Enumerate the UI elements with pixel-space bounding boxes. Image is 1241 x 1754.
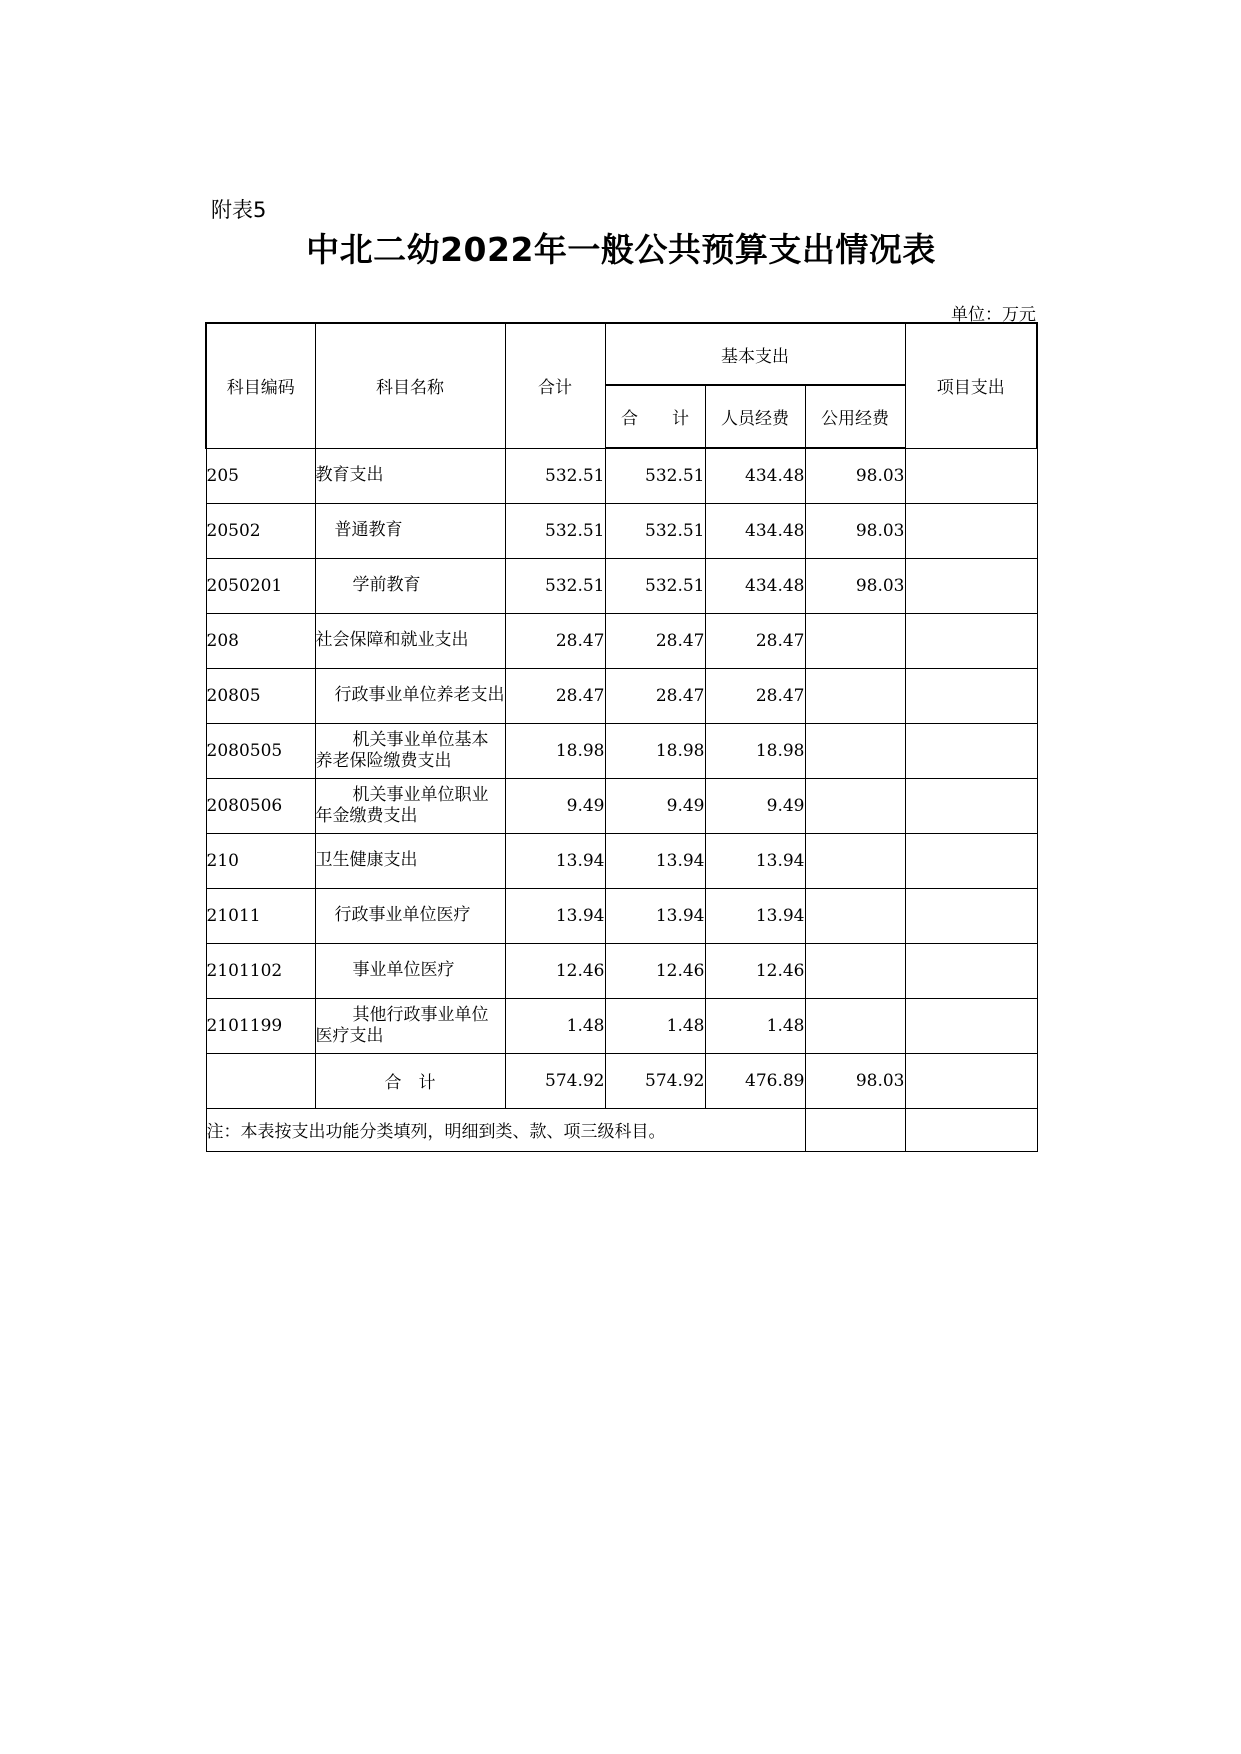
personnel-expense-cell: 1.48 — [705, 998, 805, 1053]
public-expense-cell: 98.03 — [805, 448, 905, 503]
public-expense-cell — [805, 778, 905, 833]
basic-total-cell: 532.51 — [605, 448, 705, 503]
header-personnel-expense: 人员经费 — [705, 385, 805, 448]
basic-total-cell: 532.51 — [605, 503, 705, 558]
total-cell: 18.98 — [505, 723, 605, 778]
project-expenditure-cell — [905, 448, 1037, 503]
note-row — [206, 1108, 1037, 1151]
subject-code-cell: 20502 — [206, 503, 315, 558]
basic-total-cell: 532.51 — [605, 558, 705, 613]
project-expenditure-cell — [905, 888, 1037, 943]
public-expense-cell — [805, 613, 905, 668]
table-row — [206, 613, 1037, 668]
table-row — [206, 448, 1037, 503]
table-row — [206, 668, 1037, 723]
table-row — [206, 778, 1037, 833]
personnel-expense-cell: 13.94 — [705, 833, 805, 888]
table-row — [206, 723, 1037, 778]
header-basic-total: 合 计 — [605, 385, 705, 448]
total-row-personnel: 476.89 — [705, 1053, 805, 1108]
total-cell: 9.49 — [505, 778, 605, 833]
table-body — [206, 448, 1037, 1151]
basic-total-cell: 13.94 — [605, 833, 705, 888]
budget-expenditure-table — [205, 322, 1038, 1152]
total-cell: 13.94 — [505, 833, 605, 888]
public-expense-cell: 98.03 — [805, 558, 905, 613]
table-row — [206, 998, 1037, 1053]
project-expenditure-cell — [905, 943, 1037, 998]
personnel-expense-cell: 434.48 — [705, 558, 805, 613]
subject-name-cell: 机关事业单位基本养老保险缴费支出 — [315, 723, 505, 778]
subject-name-cell: 行政事业单位医疗 — [315, 888, 505, 943]
subject-name-cell: 卫生健康支出 — [315, 833, 505, 888]
personnel-expense-cell: 9.49 — [705, 778, 805, 833]
public-expense-cell — [805, 833, 905, 888]
project-expenditure-cell — [905, 778, 1037, 833]
total-row-basic-total: 574.92 — [605, 1053, 705, 1108]
public-expense-cell — [805, 668, 905, 723]
table-header — [206, 323, 1037, 448]
total-row-project — [905, 1053, 1037, 1108]
subject-code-cell: 2101199 — [206, 998, 315, 1053]
subject-code-cell: 21011 — [206, 888, 315, 943]
header-total: 合计 — [505, 323, 605, 448]
table-row — [206, 503, 1037, 558]
public-expense-cell — [805, 888, 905, 943]
subject-name-cell: 普通教育 — [315, 503, 505, 558]
subject-code-cell: 20805 — [206, 668, 315, 723]
header-subject-name: 科目名称 — [315, 323, 505, 448]
total-cell: 28.47 — [505, 668, 605, 723]
table-row — [206, 888, 1037, 943]
project-expenditure-cell — [905, 998, 1037, 1053]
total-cell: 13.94 — [505, 888, 605, 943]
table-note: 注：本表按支出功能分类填列，明细到类、款、项三级科目。 — [206, 1108, 805, 1151]
header-project-expenditure: 项目支出 — [905, 323, 1037, 448]
header-basic-expenditure: 基本支出 — [605, 323, 905, 385]
public-expense-cell — [805, 998, 905, 1053]
subject-code-cell: 2080505 — [206, 723, 315, 778]
personnel-expense-cell: 434.48 — [705, 448, 805, 503]
total-cell: 1.48 — [505, 998, 605, 1053]
project-expenditure-cell — [905, 558, 1037, 613]
total-row-total: 574.92 — [505, 1053, 605, 1108]
total-row-label: 合 计 — [315, 1053, 505, 1108]
note-row-blank-cell — [905, 1108, 1037, 1151]
table-row — [206, 833, 1037, 888]
document-title: 中北二幼2022年一般公共预算支出情况表 — [306, 230, 936, 269]
subject-code-cell: 210 — [206, 833, 315, 888]
project-expenditure-cell — [905, 668, 1037, 723]
total-cell: 532.51 — [505, 558, 605, 613]
personnel-expense-cell: 12.46 — [705, 943, 805, 998]
project-expenditure-cell — [905, 503, 1037, 558]
basic-total-cell: 12.46 — [605, 943, 705, 998]
personnel-expense-cell: 28.47 — [705, 668, 805, 723]
public-expense-cell — [805, 723, 905, 778]
header-public-expense: 公用经费 — [805, 385, 905, 448]
subject-name-cell: 机关事业单位职业年金缴费支出 — [315, 778, 505, 833]
public-expense-cell — [805, 943, 905, 998]
subject-name-cell: 社会保障和就业支出 — [315, 613, 505, 668]
subject-name-cell: 学前教育 — [315, 558, 505, 613]
appendix-label: 附表5 — [211, 198, 267, 222]
table-row — [206, 943, 1037, 998]
public-expense-cell: 98.03 — [805, 503, 905, 558]
subject-code-cell: 208 — [206, 613, 315, 668]
subject-name-cell: 其他行政事业单位医疗支出 — [315, 998, 505, 1053]
basic-total-cell: 28.47 — [605, 668, 705, 723]
subject-code-cell: 2050201 — [206, 558, 315, 613]
total-cell: 28.47 — [505, 613, 605, 668]
subject-name-cell: 行政事业单位养老支出 — [315, 668, 505, 723]
personnel-expense-cell: 18.98 — [705, 723, 805, 778]
total-row-code — [206, 1053, 315, 1108]
total-cell: 12.46 — [505, 943, 605, 998]
note-row-blank-cell — [805, 1108, 905, 1151]
total-cell: 532.51 — [505, 448, 605, 503]
subject-name-cell: 教育支出 — [315, 448, 505, 503]
subject-code-cell: 205 — [206, 448, 315, 503]
basic-total-cell: 1.48 — [605, 998, 705, 1053]
personnel-expense-cell: 13.94 — [705, 888, 805, 943]
personnel-expense-cell: 28.47 — [705, 613, 805, 668]
project-expenditure-cell — [905, 613, 1037, 668]
subject-code-cell: 2080506 — [206, 778, 315, 833]
basic-total-cell: 13.94 — [605, 888, 705, 943]
total-row-public: 98.03 — [805, 1053, 905, 1108]
header-subject-code: 科目编码 — [206, 323, 315, 448]
personnel-expense-cell: 434.48 — [705, 503, 805, 558]
total-cell: 532.51 — [505, 503, 605, 558]
subject-code-cell: 2101102 — [206, 943, 315, 998]
unit-label: 单位：万元 — [951, 305, 1036, 325]
table-row — [206, 558, 1037, 613]
basic-total-cell: 9.49 — [605, 778, 705, 833]
project-expenditure-cell — [905, 833, 1037, 888]
basic-total-cell: 18.98 — [605, 723, 705, 778]
project-expenditure-cell — [905, 723, 1037, 778]
total-row — [206, 1053, 1037, 1108]
basic-total-cell: 28.47 — [605, 613, 705, 668]
subject-name-cell: 事业单位医疗 — [315, 943, 505, 998]
